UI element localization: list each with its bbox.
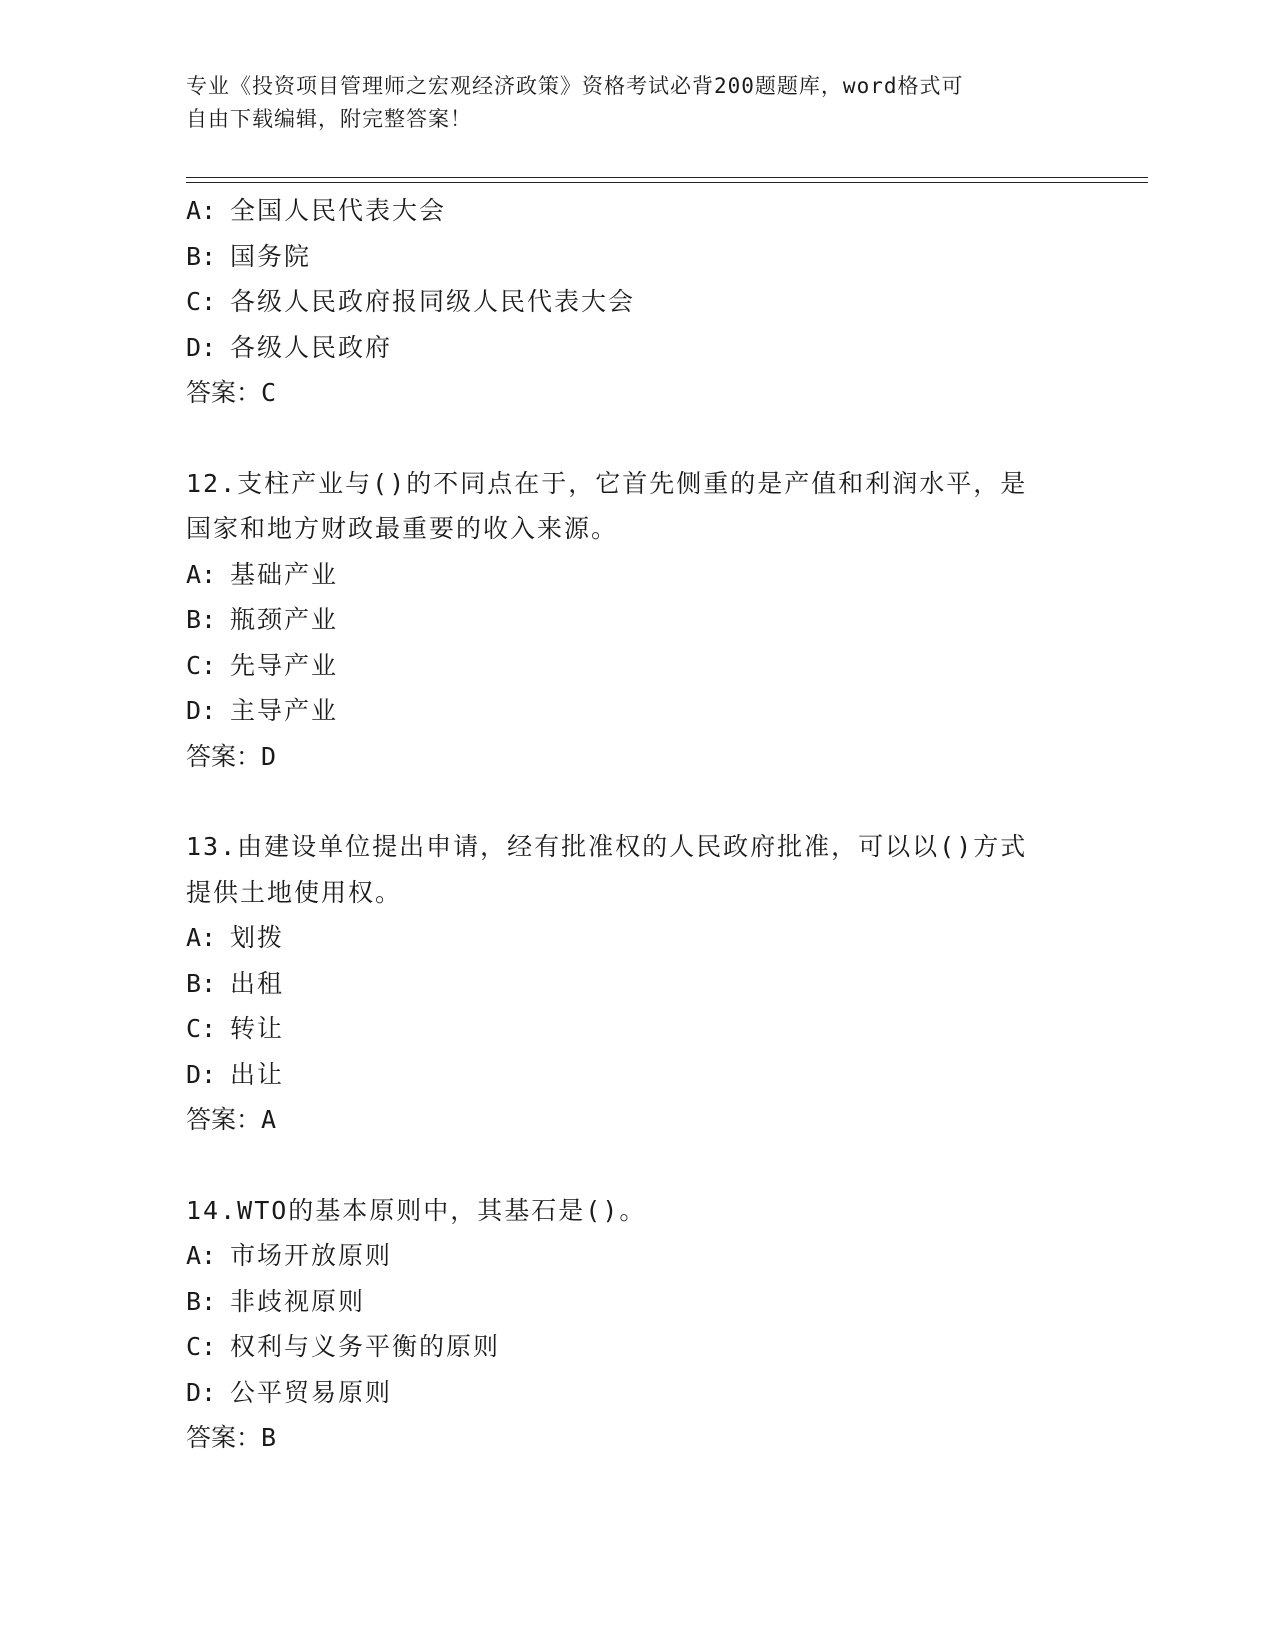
option-letter: D: (186, 696, 217, 725)
option-text: 先导产业 (230, 650, 339, 680)
question-text-line: 12.支柱产业与()的不同点在于，它首先侧重的是产值和利润水平，是 (186, 468, 1028, 498)
option-text: 出让 (230, 1059, 285, 1089)
option-row (186, 597, 1086, 643)
option-letter: D: (186, 1377, 217, 1407)
question-text-line: 14.WTO的基本原则中，其基石是()。 (186, 1195, 647, 1225)
answer-label: 答案： (186, 378, 262, 407)
option-letter: B: (186, 968, 217, 998)
option-letter: A: (186, 559, 217, 589)
option-text: 非歧视原则 (230, 1286, 366, 1316)
option-text: 公平贸易原则 (230, 1377, 393, 1407)
option-text: 国务院 (230, 241, 312, 271)
question-text-line: 提供土地使用权。 (186, 877, 403, 907)
option-text: 转让 (230, 1014, 285, 1043)
block-spacer (186, 1143, 1086, 1188)
answer-value: A (261, 1105, 277, 1134)
question-list (186, 188, 1086, 1461)
option-row (186, 279, 1086, 325)
option-text: 瓶颈产业 (230, 605, 339, 634)
question-text-line: 13.由建设单位提出申请，经有批准权的人民政府批准，可以以()方式 (186, 832, 1028, 861)
option-row (186, 915, 1086, 961)
option-text: 各级人民政府报同级人民代表大会 (230, 287, 636, 316)
option-row (186, 552, 1086, 598)
question-block (186, 461, 1086, 780)
option-text: 权利与义务平衡的原则 (230, 1332, 501, 1361)
option-letter: B: (186, 241, 217, 271)
answer-value: B (261, 1423, 277, 1452)
option-row (186, 1233, 1086, 1279)
option-row (186, 1006, 1086, 1052)
option-letter: C: (186, 650, 217, 680)
header-line-2: 自由下载编辑，附完整答案！ (186, 107, 472, 131)
option-letter: C: (186, 287, 217, 316)
option-text: 基础产业 (230, 559, 339, 589)
answer-row (186, 1415, 1086, 1461)
answer-value: C (261, 378, 277, 407)
option-text: 全国人民代表大会 (230, 196, 447, 225)
option-text: 划拨 (230, 923, 285, 952)
option-row (186, 325, 1086, 371)
option-text: 主导产业 (230, 696, 339, 725)
answer-value: D (261, 741, 277, 771)
question-block (186, 1188, 1086, 1461)
question-text-line: 国家和地方财政最重要的收入来源。 (186, 514, 619, 543)
block-spacer (186, 779, 1086, 824)
option-row (186, 688, 1086, 734)
option-letter: A: (186, 196, 217, 225)
option-row (186, 188, 1086, 234)
block-spacer (186, 416, 1086, 461)
option-letter: A: (186, 1241, 217, 1270)
answer-label: 答案： (186, 1105, 262, 1134)
option-row (186, 1370, 1086, 1416)
question-block (186, 824, 1086, 1143)
option-row (186, 961, 1086, 1007)
option-text: 各级人民政府 (230, 332, 393, 362)
option-text: 出租 (230, 968, 285, 998)
header-divider-bottom (186, 182, 1148, 183)
answer-row (186, 734, 1086, 780)
header-line-1: 专业《投资项目管理师之宏观经济政策》资格考试必背200题题库，word格式可 (186, 74, 964, 98)
option-row (186, 1279, 1086, 1325)
option-letter: D: (186, 1059, 217, 1089)
question-block (186, 188, 1086, 416)
answer-row (186, 1097, 1086, 1143)
document-header (186, 70, 1076, 136)
option-letter: C: (186, 1014, 217, 1043)
option-row (186, 1052, 1086, 1098)
option-letter: B: (186, 605, 217, 634)
option-letter: B: (186, 1286, 217, 1316)
option-row (186, 643, 1086, 689)
header-divider-top (186, 177, 1148, 178)
answer-label: 答案： (186, 1423, 262, 1452)
answer-row (186, 370, 1086, 416)
option-row (186, 234, 1086, 280)
option-letter: C: (186, 1332, 217, 1361)
answer-label: 答案： (186, 741, 262, 771)
option-letter: A: (186, 923, 217, 952)
option-row (186, 1324, 1086, 1370)
option-letter: D: (186, 332, 217, 362)
option-text: 市场开放原则 (230, 1241, 393, 1270)
